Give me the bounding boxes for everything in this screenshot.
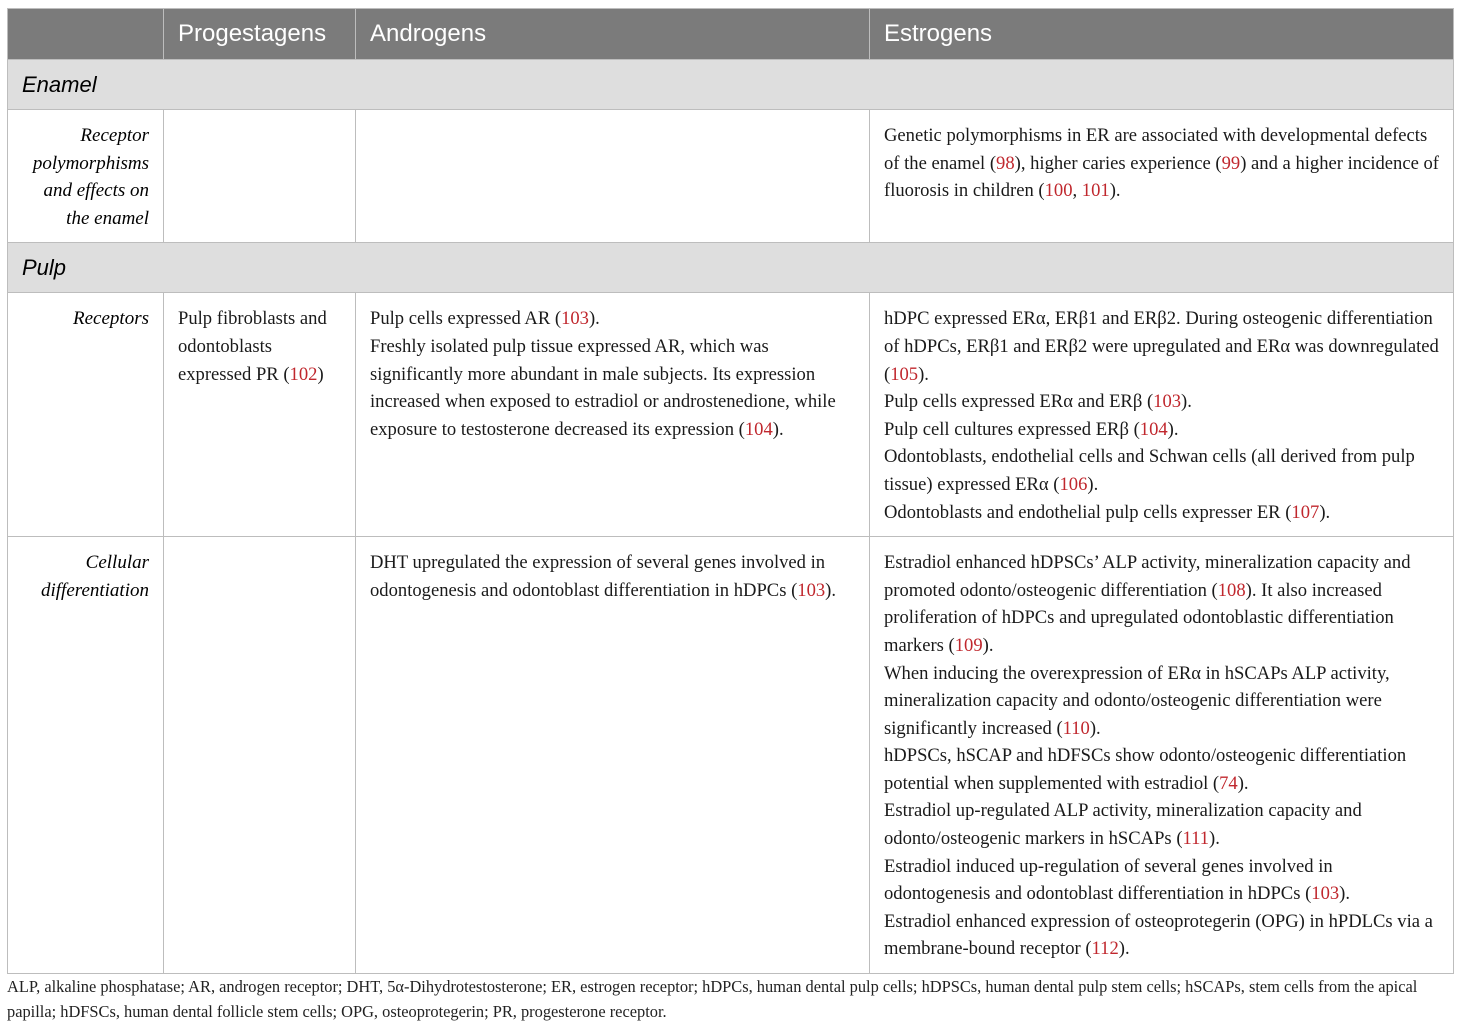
cell-paragraph: [884, 742, 1439, 797]
cell-receptors-estrogens: [870, 293, 1454, 537]
reference-link[interactable]: 103: [1153, 391, 1182, 413]
reference-link[interactable]: 103: [561, 308, 589, 330]
cell-text: ), higher caries experience (: [1014, 152, 1222, 174]
cell-text: When inducing the overexpression of ERα in hSCAPs ALP activity, mineralization capacity and odonto/osteogenic differentiation were significantly increased (: [884, 662, 1390, 739]
cell-text: ).: [982, 634, 994, 656]
cell-text: Pulp cells expressed AR (: [370, 308, 562, 330]
cell-paragraph: [884, 305, 1439, 388]
cell-paragraph: [370, 333, 855, 443]
cell-differentiation-estrogens: [870, 537, 1454, 974]
section-row-enamel: [8, 60, 1454, 110]
row-label-cellular-differentiation: Cellular differentiation: [8, 537, 164, 974]
cell-enamel-androgens: [356, 110, 870, 243]
cell-text: DHT upregulated the expression of several genes involved in odontogenesis and odontoblast differentiation in hDPCs (: [370, 552, 826, 601]
cell-text: ).: [588, 308, 600, 330]
hormone-effects-table-container: [7, 8, 1453, 974]
table-row-receptors: [8, 293, 1454, 537]
cell-text: ).: [1339, 883, 1351, 905]
cell-text: ).: [1118, 938, 1130, 960]
cell-paragraph: [884, 549, 1439, 659]
reference-link[interactable]: 103: [1311, 883, 1340, 905]
reference-link[interactable]: 98: [996, 152, 1015, 174]
cell-enamel-progestagens: [164, 110, 356, 243]
reference-link[interactable]: 109: [954, 634, 983, 656]
cell-receptors-progestagens: [164, 293, 356, 537]
cell-paragraph: [884, 853, 1439, 908]
reference-link[interactable]: 112: [1091, 938, 1119, 960]
cell-text: Freshly isolated pulp tissue expressed AR, which was significantly more abundant in male subjects. Its expression increased when exposed to estradiol or androstenedione, while exposure to testosterone decreased its expression (: [370, 335, 836, 440]
cell-paragraph: [884, 499, 1439, 527]
reference-link[interactable]: 74: [1219, 772, 1238, 794]
cell-paragraph: [884, 388, 1439, 416]
header-corner-cell: [8, 9, 164, 60]
cell-text: ). It also increased proliferation of hDPCs and upregulated odontoblastic differentiation markers (: [884, 579, 1394, 656]
cell-text: Estradiol enhanced expression of osteoprotegerin (OPG) in hPDLCs via a membrane-bound receptor (: [884, 910, 1433, 960]
reference-link[interactable]: 110: [1062, 717, 1090, 739]
cell-text: ).: [918, 363, 929, 385]
reference-link[interactable]: 105: [890, 363, 919, 385]
cell-text: Estradiol up-regulated ALP activity, mineralization capacity and odonto/osteogenic markers in hSCAPs (: [884, 800, 1362, 850]
cell-paragraph: [884, 660, 1439, 743]
cell-text: ).: [1087, 473, 1099, 495]
cell-paragraph: [370, 305, 855, 333]
cell-text: Pulp fibroblasts and odontoblasts expressed PR (: [178, 308, 327, 385]
cell-text: Pulp cell cultures expressed ERβ (: [884, 418, 1140, 440]
reference-link[interactable]: 104: [744, 418, 773, 440]
reference-link[interactable]: 101: [1081, 180, 1110, 202]
cell-text: hDPC expressed ERα, ERβ1 and ERβ2. During osteogenic differentiation of hDPCs, ERβ1 and ERβ2 were upregulated and ERα was downregulated (: [884, 308, 1439, 385]
hormone-effects-table: [7, 8, 1454, 974]
cell-text: ).: [1181, 391, 1192, 413]
reference-link[interactable]: 111: [1182, 828, 1210, 850]
cell-receptors-androgens: [356, 293, 870, 537]
cell-text: Estradiol enhanced hDPSCs’ ALP activity, mineralization capacity and promoted odonto/osteogenic differentiation (: [884, 552, 1411, 601]
cell-paragraph: [884, 797, 1439, 852]
cell-differentiation-androgens: [356, 537, 870, 974]
row-label-receptors: Receptors: [8, 293, 164, 537]
reference-link[interactable]: 108: [1217, 579, 1246, 601]
reference-link[interactable]: 107: [1291, 501, 1320, 523]
cell-text: ).: [1237, 772, 1249, 794]
section-title-enamel: Enamel: [8, 60, 1454, 110]
cell-text: ).: [825, 579, 837, 601]
cell-text: ).: [1167, 418, 1179, 440]
reference-link[interactable]: 100: [1044, 180, 1073, 202]
cell-text: Odontoblasts, endothelial cells and Schwan cells (all derived from pulp tissue) expressed ERα (: [884, 446, 1415, 495]
cell-text: ).: [1109, 180, 1121, 202]
cell-text: Genetic polymorphisms in ER are associated with developmental defects of the enamel (: [884, 125, 1428, 174]
cell-text: Estradiol induced up-regulation of several genes involved in odontogenesis and odontoblast differentiation in hDPCs (: [884, 855, 1333, 905]
table-row-receptor-polymorphisms: [8, 110, 1454, 243]
section-row-pulp: [8, 243, 1454, 293]
cell-text: Odontoblasts and endothelial pulp cells expresser ER (: [884, 501, 1292, 523]
cell-paragraph: [884, 443, 1439, 498]
reference-link[interactable]: 106: [1059, 473, 1088, 495]
cell-text: Pulp cells expressed ERα and ERβ (: [884, 391, 1154, 413]
reference-link[interactable]: 99: [1221, 152, 1241, 174]
table-row-cellular-differentiation: [8, 537, 1454, 974]
cell-text: ,: [1072, 180, 1082, 202]
header-androgens: Androgens: [356, 9, 870, 60]
cell-text: ).: [1319, 501, 1331, 523]
reference-link[interactable]: 103: [797, 579, 826, 601]
cell-text: ): [317, 363, 324, 385]
header-progestagens: Progestagens: [164, 9, 356, 60]
header-estrogens: Estrogens: [870, 9, 1454, 60]
cell-text: ).: [1209, 828, 1220, 850]
cell-paragraph: [884, 416, 1439, 444]
section-title-pulp: Pulp: [8, 243, 1454, 293]
table-footnote: ALP, alkaline phosphatase; AR, androgen receptor; DHT, 5α-Dihydrotestosterone; ER, estrogen receptor; hDPCs, human dental pulp cells; hDPSCs, human dental pulp stem cells; hSCAPs, stem cells from the apical papilla; hDFSCs, human dental follicle stem cells; OPG, osteoprotegerin; PR, progesterone receptor.: [7, 977, 1418, 1021]
reference-link[interactable]: 102: [289, 363, 318, 385]
cell-text: ) and a higher incidence of fluorosis in children (: [884, 152, 1439, 202]
cell-differentiation-progestagens: [164, 537, 356, 974]
cell-paragraph: [884, 908, 1439, 963]
cell-text: ).: [1089, 717, 1101, 739]
table-header-row: [8, 9, 1454, 60]
cell-text: ).: [772, 418, 784, 440]
cell-text: hDPSCs, hSCAP and hDFSCs show odonto/osteogenic differentiation potential when supplemented with estradiol (: [884, 745, 1407, 794]
reference-link[interactable]: 104: [1139, 418, 1168, 440]
cell-enamel-estrogens: [870, 110, 1454, 243]
row-label-receptor-polymorphisms: Receptor polymorphisms and effects on the enamel: [8, 110, 164, 243]
